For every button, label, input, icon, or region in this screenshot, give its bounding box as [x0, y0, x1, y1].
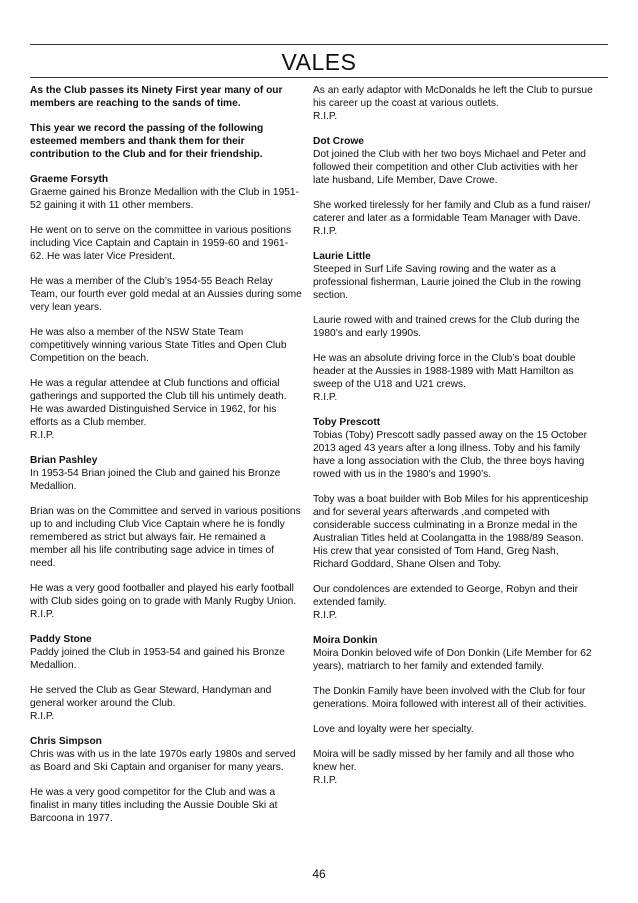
rip-text: R.I.P.	[313, 775, 338, 786]
obituary-text: Dot joined the Club with her two boys Michael and Peter and followed their competition and other Club activities with her late husband, Life Member, Dave Crowe.	[313, 149, 586, 186]
obituary-text: He went on to serve on the committee in various positions including Vice Captain and Captain in 1959-60 and 1961-62. He was later Vice President.	[30, 225, 292, 262]
top-rule	[30, 44, 608, 45]
obituary-text: As an early adaptor with McDonalds he left the Club to pursue his career up the coast at various outlets.	[313, 85, 593, 109]
obituary-text: The Donkin Family have been involved with the Club for four generations. Moira followed with interest all of their activities.	[313, 686, 587, 710]
left-column	[30, 84, 302, 837]
obituary-text: He was a regular attendee at Club functions and official gatherings and supported the Club till his untimely death. He was awarded Distinguished Service in 1962, for his efforts as a Club member.	[30, 378, 287, 428]
obituary-text: Love and loyalty were her specialty.	[313, 724, 474, 735]
rip-text: R.I.P.	[30, 609, 55, 620]
obituary-text: Steeped in Surf Life Saving rowing and the water as a professional fisherman, Laurie joined the Club in the rowing section.	[313, 264, 581, 301]
rip-text: R.I.P.	[313, 111, 338, 122]
obituary-name-brian: Brian Pashley	[30, 455, 98, 466]
obituary-text: Laurie rowed with and trained crews for the Club during the 1980’s and early 1990s.	[313, 315, 580, 339]
rip-text: R.I.P.	[30, 711, 55, 722]
obituary-text: She worked tirelessly for her family and Club as a fund raiser/ caterer and later as a formidable Team Manager with Dave.	[313, 200, 591, 224]
obituary-name-toby: Toby Prescott	[313, 417, 381, 428]
obituary-text: In 1953-54 Brian joined the Club and gained his Bronze Medallion.	[30, 468, 281, 492]
intro-paragraph-2: This year we record the passing of the following esteemed members and thank them for their contribution to the Club and for their friendship.	[30, 123, 264, 160]
obituary-text: He was a very good footballer and played his early football with Club sides going on to grade with Manly Rugby Union.	[30, 583, 297, 607]
rip-text: R.I.P.	[313, 392, 338, 403]
rip-text: R.I.P.	[30, 430, 55, 441]
page-number: 46	[312, 867, 326, 881]
obituary-name-moira: Moira Donkin	[313, 635, 378, 646]
obituary-name-paddy: Paddy Stone	[30, 634, 92, 645]
obituary-text: He was a very good competitor for the Club and was a finalist in many titles including the Aussie Double Ski at Barcoona in 1977.	[30, 787, 278, 824]
obituary-name-chris: Chris Simpson	[30, 736, 102, 747]
title-underline	[30, 77, 608, 78]
intro-paragraph-1: As the Club passes its Ninety First year many of our members are reaching to the sands of time.	[30, 85, 283, 109]
obituary-name-laurie: Laurie Little	[313, 251, 371, 262]
rip-text: R.I.P.	[313, 610, 338, 621]
obituary-text: He was a member of the Club’s 1954-55 Beach Relay Team, our fourth ever gold medal at an Aussies during some very lean years.	[30, 276, 302, 313]
rip-text: R.I.P.	[313, 226, 338, 237]
obituary-text: Moira will be sadly missed by her family and all those who knew her.	[313, 749, 575, 773]
obituary-name-dot: Dot Crowe	[313, 136, 364, 147]
obituary-text: He served the Club as Gear Steward, Handyman and general worker around the Club.	[30, 685, 272, 709]
obituary-text: Moira Donkin beloved wife of Don Donkin (Life Member for 62 years), matriarch to her family and extended family.	[313, 648, 592, 672]
obituary-name-graeme: Graeme Forsyth	[30, 174, 109, 185]
obituary-text: Graeme gained his Bronze Medallion with the Club in 1951-52 gaining it with 11 other members.	[30, 187, 299, 211]
obituary-text: He was also a member of the NSW State Team competitively winning various State Titles and Open Club Competition on the beach.	[30, 327, 287, 364]
obituary-text: Paddy joined the Club in 1953-54 and gained his Bronze Medallion.	[30, 647, 285, 671]
obituary-text: He was an absolute driving force in the Club’s boat double header at the Aussies in 1988-1989 with Matt Hamilton as sweep of the U18 and U21 crews.	[313, 353, 576, 390]
obituary-text: Tobias (Toby) Prescott sadly passed away on the 15 October 2013 aged 43 years after a long illness. Toby and his family have a long association with the Club, the three boys having rowed with us in the 1980’s and 1990’s.	[313, 430, 588, 480]
obituary-text: Chris was with us in the late 1970s early 1980s and served as Board and Ski Captain and organiser for many years.	[30, 749, 296, 773]
obituary-text: Our condolences are extended to George, Robyn and their extended family.	[313, 584, 579, 608]
obituary-text: Toby was a boat builder with Bob Miles for his apprenticeship and for several years afterwards ,and competed with considerable success culminating in a Bronze medal in the Australian Titles held at Coolangatta in the 1988/89 Season. His crew that year consisted of Tom Hand, Greg Nash, Richard Goddard, Shane Olsen and Toby.	[313, 494, 589, 570]
right-column	[313, 84, 596, 799]
page-title: VALES	[281, 49, 357, 75]
obituary-text: Brian was on the Committee and served in various positions up to and including Club Vice Captain where he is fondly remembered as strict but always fair. He remained a member all his life contributing sage advice in times of need.	[30, 506, 301, 569]
